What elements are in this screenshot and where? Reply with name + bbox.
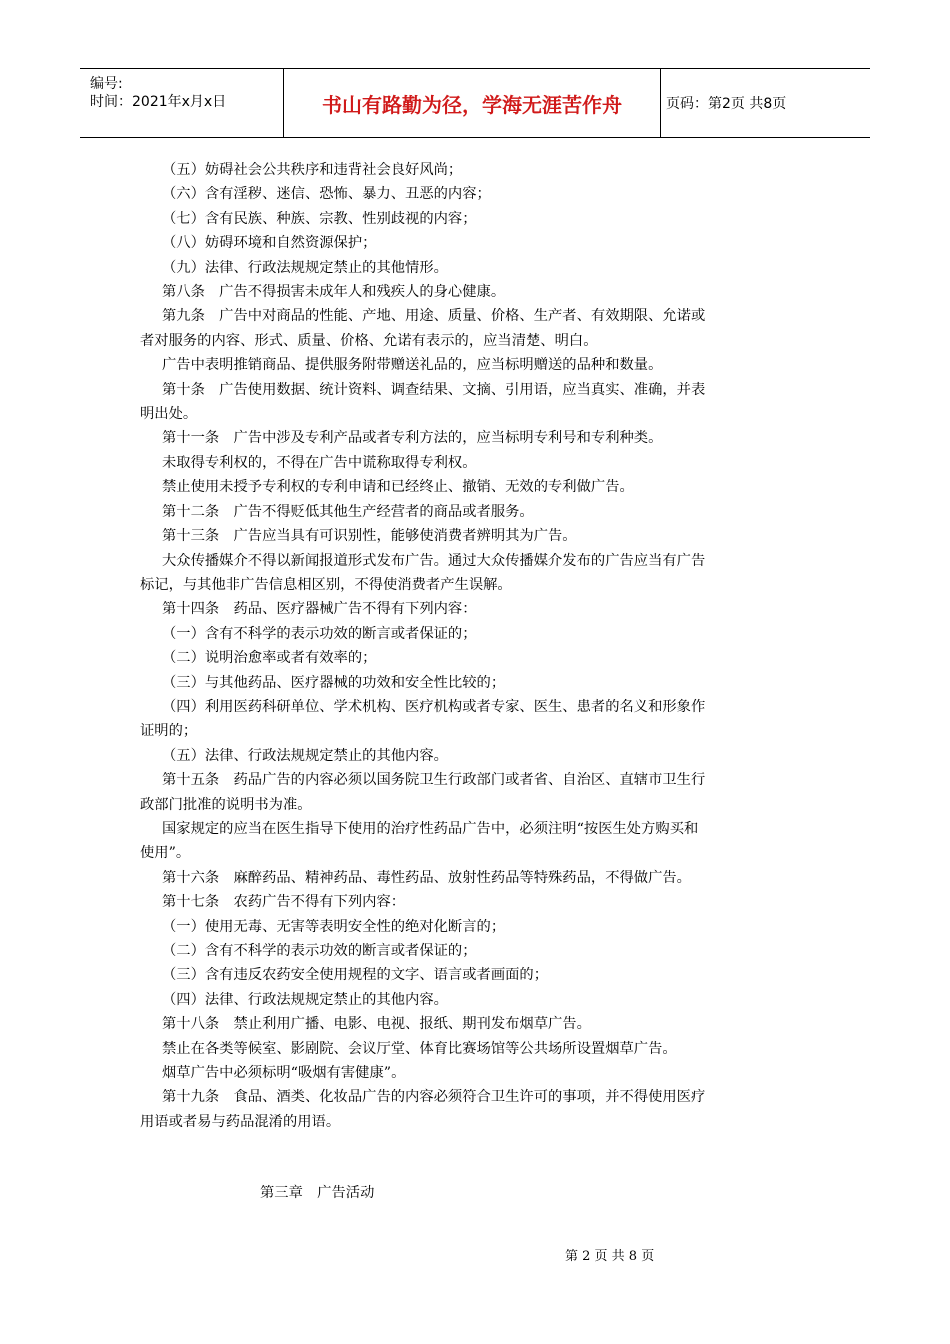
paragraph-continuation: 者对服务的内容、形式、质量、价格、允诺有表示的，应当清楚、明白。 bbox=[140, 332, 598, 349]
paragraph bbox=[140, 256, 808, 280]
paragraph-line: （七）含有民族、种族、宗教、性别歧视的内容； bbox=[162, 210, 477, 227]
paragraph-line: 大众传播媒介不得以新闻报道形式发布广告。通过大众传播媒介发布的广告应当有广告 bbox=[162, 552, 706, 569]
paragraph bbox=[140, 1037, 808, 1061]
paragraph-line: 第十九条 食品、酒类、化妆品广告的内容必须符合卫生许可的事项，并不得使用医疗 bbox=[162, 1089, 706, 1106]
paragraph bbox=[140, 988, 808, 1012]
paragraph-line: 广告中表明推销商品、提供服务附带赠送礼品的，应当标明赠送的品种和数量。 bbox=[162, 357, 663, 374]
paragraph bbox=[140, 158, 808, 182]
paragraph-line: 国家规定的应当在医生指导下使用的治疗性药品广告中，必须注明“按医生处方购买和 bbox=[162, 820, 699, 837]
paragraph-continuation: 标记，与其他非广告信息相区别，不得使消费者产生误解。 bbox=[140, 576, 512, 593]
paragraph-line: （九）法律、行政法规规定禁止的其他情形。 bbox=[162, 259, 448, 276]
paragraph-continuation: 使用”。 bbox=[140, 845, 191, 862]
paragraph-line: （二）说明治愈率或者有效率的； bbox=[162, 650, 377, 667]
paragraph bbox=[140, 500, 808, 524]
header-meta bbox=[80, 69, 283, 137]
document-body bbox=[140, 158, 808, 1134]
paragraph-line: 第九条 广告中对商品的性能、产地、用途、质量、价格、生产者、有效期限、允诺或 bbox=[162, 308, 706, 325]
paragraph bbox=[140, 963, 808, 987]
paragraph-line: 第十四条 药品、医疗器械广告不得有下列内容： bbox=[162, 601, 477, 618]
paragraph-line: 禁止在各类等候室、影剧院、会议厅堂、体育比赛场馆等公共场所设置烟草广告。 bbox=[162, 1040, 677, 1057]
paragraph bbox=[140, 622, 808, 646]
paragraph bbox=[140, 890, 808, 914]
paragraph bbox=[140, 597, 808, 621]
paragraph bbox=[140, 768, 808, 817]
paragraph bbox=[140, 304, 808, 353]
paragraph bbox=[140, 1061, 808, 1085]
paragraph bbox=[140, 671, 808, 695]
paragraph-line: （六）含有淫秽、迷信、恐怖、暴力、丑恶的内容； bbox=[162, 186, 491, 203]
paragraph-continuation: 用语或者易与药品混淆的用语。 bbox=[140, 1113, 341, 1130]
paragraph-line: （四）利用医药科研单位、学术机构、医疗机构或者专家、医生、患者的名义和形象作 bbox=[162, 698, 706, 715]
paragraph bbox=[140, 939, 808, 963]
paragraph bbox=[140, 646, 808, 670]
paragraph-line: （四）法律、行政法规规定禁止的其他内容。 bbox=[162, 991, 448, 1008]
document-number-label: 编号: bbox=[90, 76, 123, 92]
paragraph bbox=[140, 426, 808, 450]
paragraph bbox=[140, 817, 808, 866]
paragraph bbox=[140, 207, 808, 231]
paragraph bbox=[140, 1085, 808, 1134]
paragraph-continuation: 证明的； bbox=[140, 723, 198, 740]
paragraph-line: 禁止使用未授予专利权的专利申请和已经终止、撤销、无效的专利做广告。 bbox=[162, 479, 634, 496]
paragraph-continuation: 政部门批准的说明书为准。 bbox=[140, 796, 312, 813]
paragraph bbox=[140, 378, 808, 427]
paragraph-line: （二）含有不科学的表示功效的断言或者保证的； bbox=[162, 943, 477, 959]
header-page-info: 页码：第2页 共8页 bbox=[666, 96, 787, 112]
paragraph-line: 第十一条 广告中涉及专利产品或者专利方法的，应当标明专利号和专利种类。 bbox=[162, 430, 663, 447]
paragraph-continuation: 明出处。 bbox=[140, 406, 198, 423]
chapter-heading: 第三章 广告活动 bbox=[260, 1185, 375, 1201]
paragraph bbox=[140, 280, 808, 304]
paragraph-line: （一）含有不科学的表示功效的断言或者保证的； bbox=[162, 625, 477, 642]
paragraph bbox=[140, 549, 808, 598]
paragraph-line: （五）法律、行政法规规定禁止的其他内容。 bbox=[162, 747, 448, 764]
paragraph bbox=[140, 915, 808, 939]
paragraph-line: 第十七条 农药广告不得有下列内容： bbox=[162, 894, 406, 911]
paragraph-line: （三）与其他药品、医疗器械的功效和安全性比较的； bbox=[162, 674, 506, 691]
paragraph-line: （三）含有违反农药安全使用规程的文字、语言或者画面的； bbox=[162, 967, 549, 984]
paragraph-line: 第八条 广告不得损害未成年人和残疾人的身心健康。 bbox=[162, 284, 506, 301]
paragraph-line: 第十二条 广告不得贬低其他生产经营者的商品或者服务。 bbox=[162, 503, 534, 520]
header-motto: 书山有路勤为径，学海无涯苦作舟 bbox=[283, 69, 661, 137]
paragraph bbox=[140, 182, 808, 206]
page-footer: 第 2 页 共 8 页 bbox=[565, 1249, 655, 1264]
paragraph-line: 第十六条 麻醉药品、精神药品、毒性药品、放射性药品等特殊药品，不得做广告。 bbox=[162, 869, 691, 886]
paragraph bbox=[140, 451, 808, 475]
paragraph bbox=[140, 866, 808, 890]
paragraph-line: （八）妨碍环境和自然资源保护； bbox=[162, 235, 377, 252]
paragraph bbox=[140, 231, 808, 255]
paragraph bbox=[140, 1012, 808, 1036]
paragraph bbox=[140, 695, 808, 744]
paragraph-line: （五）妨碍社会公共秩序和违背社会良好风尚； bbox=[162, 162, 463, 178]
paragraph-line: 第十八条 禁止利用广播、电影、电视、报纸、期刊发布烟草广告。 bbox=[162, 1016, 591, 1033]
page-header bbox=[80, 68, 870, 138]
paragraph-line: 第十五条 药品广告的内容必须以国务院卫生行政部门或者省、自治区、直辖市卫生行 bbox=[162, 772, 706, 789]
paragraph-line: 未取得专利权的，不得在广告中谎称取得专利权。 bbox=[162, 454, 477, 471]
paragraph bbox=[140, 744, 808, 768]
paragraph-line: 第十三条 广告应当具有可识别性，能够使消费者辨明其为广告。 bbox=[162, 528, 577, 545]
paragraph bbox=[140, 475, 808, 499]
paragraph-line: 烟草广告中必须标明“吸烟有害健康”。 bbox=[162, 1065, 406, 1082]
paragraph-line: （一）使用无毒、无害等表明安全性的绝对化断言的； bbox=[162, 918, 506, 935]
paragraph bbox=[140, 353, 808, 377]
paragraph-line: 第十条 广告使用数据、统计资料、调查结果、文摘、引用语，应当真实、准确，并表 bbox=[162, 381, 706, 398]
paragraph bbox=[140, 524, 808, 548]
document-date: 时间：2021年x月x日 bbox=[90, 94, 227, 110]
